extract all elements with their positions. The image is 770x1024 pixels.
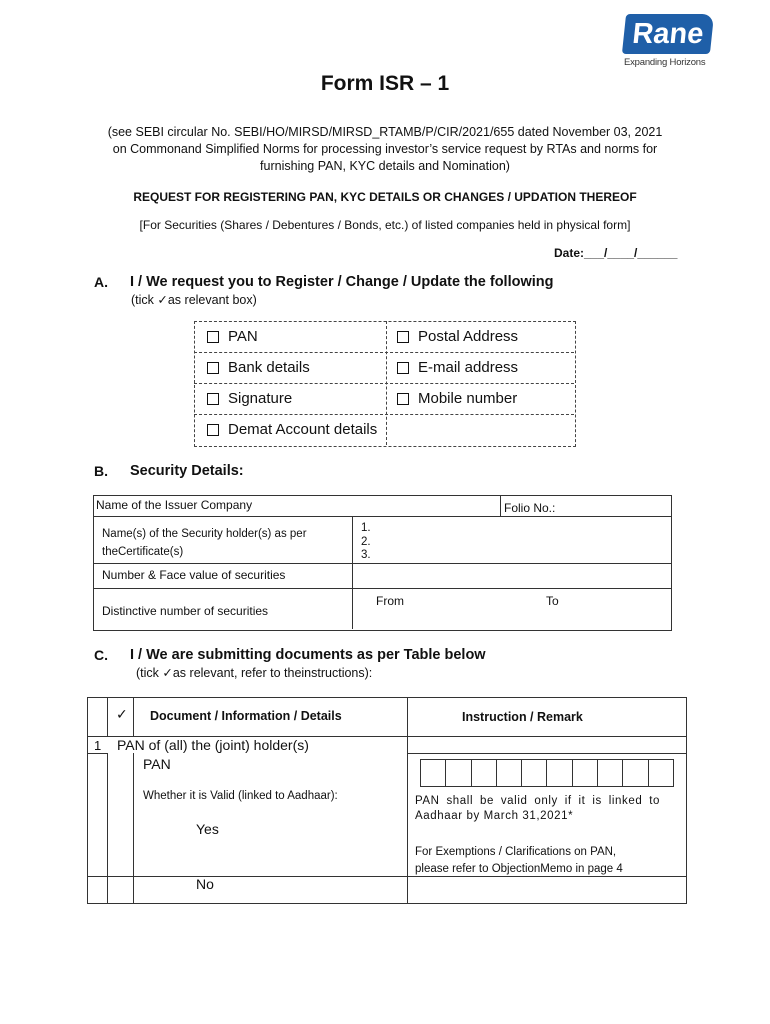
pan-instruction: PAN shall be valid only if it is linked to Aadhaar by March 31,2021* <box>415 795 660 822</box>
option-mobile-number[interactable]: Mobile number <box>397 390 517 407</box>
option-yes[interactable]: Yes <box>196 821 219 837</box>
section-b-heading: Security Details: <box>130 463 244 479</box>
document-column-header: Document / Information / Details <box>150 709 342 723</box>
table-rule <box>93 588 671 589</box>
table-rule <box>407 697 408 903</box>
table-rule <box>133 697 134 737</box>
table-rule <box>352 516 353 629</box>
table-rule <box>107 753 108 903</box>
folio-number-field[interactable]: Folio No.: <box>504 501 556 515</box>
section-b-letter: B. <box>94 463 108 479</box>
holder-3-field[interactable]: 3. <box>361 549 371 561</box>
section-a-heading: I / We request you to Register / Change / Update the following <box>130 274 554 290</box>
grid-divider <box>194 383 574 384</box>
distinctive-number-label: Distinctive number of securities <box>102 604 269 618</box>
circular-line-3: furnishing PAN, KYC details and Nomination) <box>260 159 510 173</box>
option-no[interactable]: No <box>196 876 214 892</box>
table-rule <box>133 753 134 903</box>
section-c-heading: I / We are submitting documents as per Table below <box>130 647 486 663</box>
option-demat-account[interactable]: Demat Account details <box>207 421 377 438</box>
to-label[interactable]: To <box>546 594 559 608</box>
pan-char-box[interactable] <box>446 760 471 786</box>
logo-tagline: Expanding Horizons <box>624 57 706 68</box>
option-signature[interactable]: Signature <box>207 390 292 407</box>
section-a-letter: A. <box>94 274 108 290</box>
company-logo <box>624 14 720 68</box>
section-a-note: (tick ✓as relevant box) <box>131 293 257 307</box>
scope-note: [For Securities (Shares / Debentures / Bonds, etc.) of listed companies held in physical form] <box>139 218 631 232</box>
table-rule <box>87 753 107 754</box>
table-rule <box>407 753 686 754</box>
grid-divider <box>194 352 574 353</box>
checkbox-icon[interactable] <box>397 393 409 405</box>
issuer-company-label: Name of the Issuer Company <box>96 498 253 512</box>
option-pan[interactable]: PAN <box>207 328 258 345</box>
circular-reference <box>80 124 690 175</box>
circular-line-1: (see SEBI circular No. SEBI/HO/MIRSD/MIRSD_RTAMB/P/CIR/2021/655 dated November 03, 2021 <box>107 125 663 139</box>
checkbox-icon[interactable] <box>207 362 219 374</box>
pan-char-box[interactable] <box>522 760 547 786</box>
pan-char-box[interactable] <box>598 760 623 786</box>
form-title: Form ISR – 1 <box>320 72 450 95</box>
grid-divider <box>194 414 574 415</box>
pan-char-box[interactable] <box>472 760 497 786</box>
pan-entry-boxes[interactable] <box>420 759 674 787</box>
pan-char-box[interactable] <box>649 760 673 786</box>
pan-validity-question: Whether it is Valid (linked to Aadhaar): <box>143 790 338 802</box>
tick-column-header: ✓ <box>116 706 128 722</box>
pan-exemption-note: For Exemptions / Clarifications on PAN, please refer to ObjectionMemo in page 4 <box>415 846 623 875</box>
table-rule <box>107 697 108 737</box>
checkbox-icon[interactable] <box>207 393 219 405</box>
checkbox-icon[interactable] <box>397 331 409 343</box>
pan-char-box[interactable] <box>547 760 572 786</box>
pan-char-box[interactable] <box>573 760 598 786</box>
checkbox-icon[interactable] <box>397 362 409 374</box>
option-postal-address[interactable]: Postal Address <box>397 328 518 345</box>
row-title-pan: PAN of (all) the (joint) holder(s) <box>117 737 309 753</box>
holders-label: Name(s) of the Security holder(s) as per theCertificate(s) <box>102 528 307 558</box>
row-number: 1 <box>94 738 102 753</box>
from-label[interactable]: From <box>376 594 404 608</box>
section-c-letter: C. <box>94 647 108 663</box>
instruction-column-header: Instruction / Remark <box>462 710 583 724</box>
table-rule <box>93 563 671 564</box>
pan-label: PAN <box>143 756 171 772</box>
date-field[interactable]: Date:___/____/______ <box>554 246 678 260</box>
logo-wordmark: Rane <box>622 14 714 54</box>
option-email-address[interactable]: E-mail address <box>397 359 518 376</box>
holder-name-fields[interactable] <box>361 522 371 563</box>
pan-char-box[interactable] <box>497 760 522 786</box>
table-rule <box>500 495 501 516</box>
checkbox-icon[interactable] <box>207 424 219 436</box>
number-face-value-label: Number & Face value of securities <box>102 568 286 582</box>
option-bank-details[interactable]: Bank details <box>207 359 310 376</box>
pan-char-box[interactable] <box>623 760 648 786</box>
table-rule <box>93 516 671 517</box>
request-heading: REQUEST FOR REGISTERING PAN, KYC DETAILS OR CHANGES / UPDATION THEREOF <box>133 190 637 204</box>
circular-line-2: on Commonand Simplified Norms for processing investor’s service request by RTAs and norms for <box>112 142 658 156</box>
holder-1-field[interactable]: 1. <box>361 522 371 534</box>
holder-2-field[interactable]: 2. <box>361 535 371 548</box>
section-c-note: (tick ✓as relevant, refer to theinstructions): <box>136 666 373 680</box>
checkbox-icon[interactable] <box>207 331 219 343</box>
pan-char-box[interactable] <box>421 760 446 786</box>
